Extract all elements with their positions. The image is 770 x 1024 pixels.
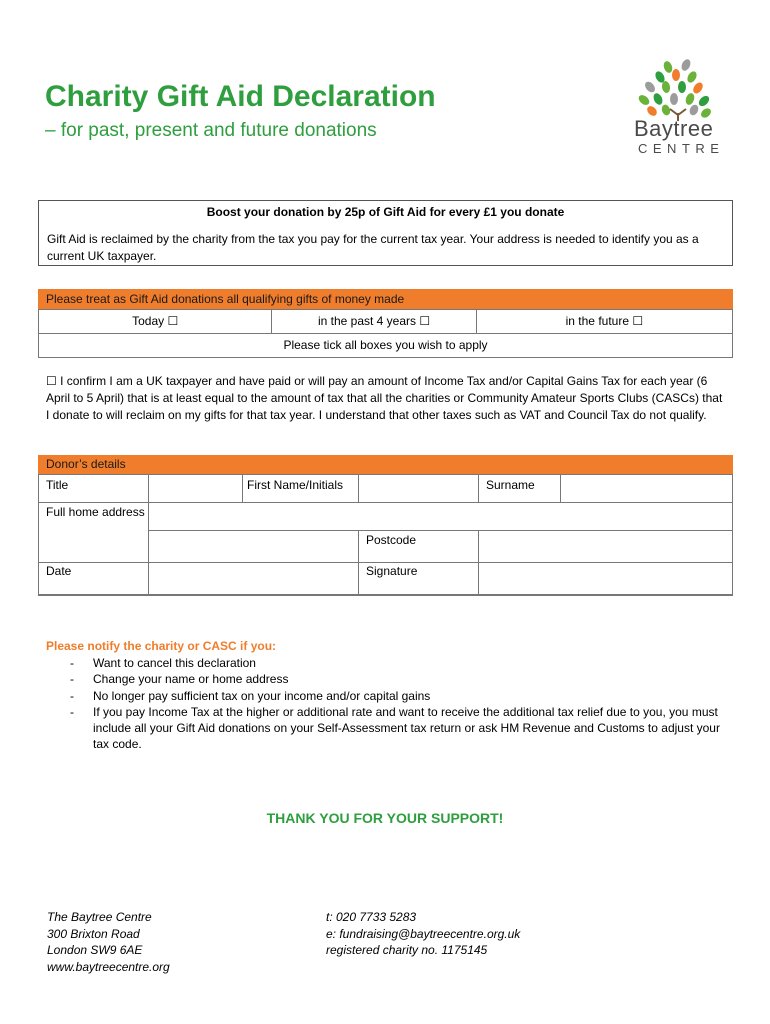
donor-details-bar: Donor’s details [38, 455, 733, 474]
address-label: Full home address [46, 505, 145, 519]
postcode-field[interactable] [479, 531, 732, 562]
list-item: - No longer pay sufficient tax on your income and/or capital gains [66, 688, 726, 704]
option-future-checkbox[interactable]: in the future ☐ [476, 310, 732, 333]
page-subtitle: – for past, present and future donations [45, 120, 377, 141]
surname-label: Surname [486, 478, 535, 492]
footer-address [47, 909, 297, 975]
boost-body: Gift Aid is reclaimed by the charity from the tax you pay for the current tax year. Your address is needed to identify you as a current UK taxpayer. [47, 232, 699, 263]
treat-gift-aid-bar: Please treat as Gift Aid donations all qualifying gifts of money made [38, 289, 733, 309]
footer-contact [326, 909, 626, 959]
signature-field[interactable] [479, 563, 732, 595]
tick-instruction: Please tick all boxes you wish to apply [38, 334, 733, 358]
postcode-label: Postcode [366, 533, 417, 547]
thank-you-message: THANK YOU FOR YOUR SUPPORT! [266, 810, 504, 826]
gift-aid-info-box [38, 200, 733, 266]
date-field[interactable] [149, 563, 358, 595]
option-past-4-years-checkbox[interactable]: in the past 4 years ☐ [271, 310, 475, 333]
charity-number: registered charity no. 1175145 [326, 943, 488, 957]
first-name-field[interactable] [359, 475, 478, 502]
list-item: - If you pay Income Tax at the higher or additional rate and want to receive the additional tax relief due to you, you must include all your Gift Aid donations on your Self-Assessment tax return or ask HM Revenue and Customs to adjust your tax code. [66, 704, 726, 753]
notify-list [66, 655, 726, 753]
title-field[interactable] [149, 475, 242, 502]
city-postcode: London SW9 6AE [47, 943, 143, 957]
logo-subtext: CENTRE [638, 141, 725, 156]
col-divider [242, 475, 243, 502]
notify-heading: Please notify the charity or CASC if you: [46, 639, 277, 653]
option-today-checkbox[interactable]: Today ☐ [132, 314, 179, 328]
date-label: Date [46, 564, 72, 578]
street-address: 300 Brixton Road [47, 926, 140, 941]
website-link[interactable]: www.baytreecentre.org [47, 959, 170, 974]
org-name: The Baytree Centre [47, 910, 152, 924]
col-divider [478, 475, 479, 502]
phone-number[interactable]: t: 020 7733 5283 [326, 910, 417, 924]
col-divider [358, 530, 359, 595]
donation-period-options [38, 309, 733, 334]
boost-heading: Boost your donation by 25p of Gift Aid for every £1 you donate [206, 205, 565, 219]
address-field[interactable] [149, 503, 732, 530]
surname-field[interactable] [561, 475, 732, 502]
taxpayer-confirmation-checkbox[interactable]: ☐ I confirm I am a UK taxpayer and have paid or will pay an amount of Income Tax and/or Capital Gains Tax for each year (6 April to 5 April) that is at least equal to the amount of tax that all the charities or Community Amateur Sports Clubs (CASCs) that I donate to will reclaim on my gifts for that tax year. I understand that other taxes such as VAT and Council Tax do not qualify. [46, 374, 723, 422]
email-link[interactable]: e: fundraising@baytreecentre.org.uk [326, 926, 521, 941]
list-item: - Change your name or home address [66, 671, 726, 687]
signature-label: Signature [366, 564, 418, 578]
title-label: Title [46, 478, 69, 492]
list-item: - Want to cancel this declaration [66, 655, 726, 671]
logo-wordmark: Baytree [634, 116, 714, 141]
page-title: Charity Gift Aid Declaration [45, 80, 436, 113]
first-name-label: First Name/Initials [247, 478, 344, 492]
donor-details-table [38, 474, 733, 596]
